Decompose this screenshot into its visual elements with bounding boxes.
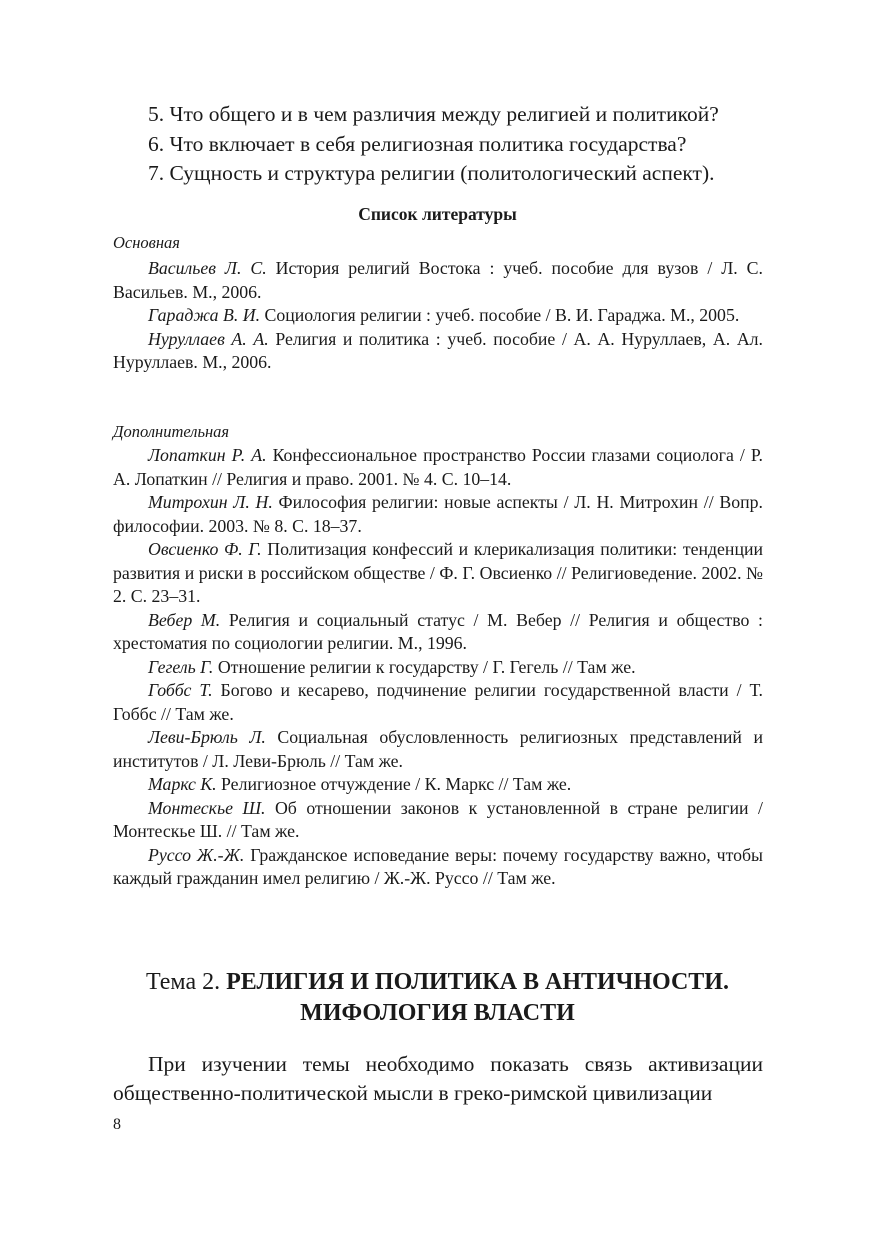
entry-text: Об отношении законов к установленной в стране религии / Монтескье Ш. // Там же. xyxy=(113,797,763,841)
topic-title-line2: МИФОЛОГИЯ ВЛАСТИ xyxy=(300,1000,575,1026)
entry-text: Религия и политика : учеб. пособие / А. А. Нуруллаев, А. Ал. Нуруллаев. М., 2006. xyxy=(113,328,763,372)
entry-author: Леви-Брюль Л. xyxy=(148,727,266,747)
entry-text: История религий Востока : учеб. пособие для вузов / Л. С. Васильев. М., 2006. xyxy=(113,258,763,302)
bibliography-entry xyxy=(113,797,763,844)
bibliography-entry xyxy=(113,609,763,656)
entry-text: Конфессиональное пространство России глазами социолога / Р. А. Лопаткин // Религия и право. 2001. № 4. С. 10–14. xyxy=(113,445,763,489)
entry-text: Отношение религии к государству / Г. Гегель // Там же. xyxy=(213,656,636,677)
entry-text: Социальная обусловленность религиозных представлений и институтов / Л. Леви-Брюль // Там же. xyxy=(113,727,763,771)
entry-author: Овсиенко Ф. Г. xyxy=(148,539,262,559)
entry-author: Руссо Ж.-Ж. xyxy=(148,844,245,865)
entry-author: Гараджа В. И. xyxy=(148,305,261,325)
entry-text: Философия религии: новые аспекты / Л. Н. Митрохин // Вопр. философии. 2003. № 8. С. 18–37. xyxy=(113,492,763,536)
entry-text: Религия и социальный статус / М. Вебер // Религия и общество : хрестоматия по социологии религии. М., 1996. xyxy=(113,609,763,653)
additional-literature-list xyxy=(113,444,763,891)
entry-text: Богово и кесарево, подчинение религии государственной власти / Т. Гоббс // Там же. xyxy=(113,680,763,724)
main-literature-list xyxy=(113,257,763,375)
bibliography-entry xyxy=(113,844,763,891)
bibliography-entry xyxy=(113,444,763,491)
bibliography-entry xyxy=(113,538,763,609)
entry-author: Маркс К. xyxy=(148,774,217,794)
additional-literature-label: Дополнительная xyxy=(113,422,230,441)
entry-text: Гражданское исповедание веры: почему государству важно, чтобы каждый гражданин имел религию / Ж.-Ж. Руссо // Там же. xyxy=(113,844,763,888)
bibliography-entry xyxy=(113,679,763,726)
bibliography-entry xyxy=(113,328,763,375)
entry-author: Вебер М. xyxy=(148,609,221,630)
bibliography-entry xyxy=(113,726,763,773)
question-5: 5. Что общего и в чем различия между религией и политикой? xyxy=(148,102,719,126)
topic-heading xyxy=(0,970,875,994)
entry-author: Монтескье Ш. xyxy=(148,797,266,818)
bibliography-entry xyxy=(113,656,763,680)
bibliography-entry xyxy=(113,257,763,304)
entry-author: Нуруллаев А. А. xyxy=(148,328,269,349)
page-number: 8 xyxy=(113,1116,121,1133)
entry-author: Гоббс Т. xyxy=(148,680,213,700)
bibliography-entry xyxy=(113,773,763,797)
entry-text: Политизация конфессий и клерикализация политики: тенденции развития и риски в российском обществе / Ф. Г. Овсиенко // Религиоведение. 2002. № 2. С. 23–31. xyxy=(113,539,763,606)
entry-author: Митрохин Л. Н. xyxy=(148,492,273,512)
question-6: 6. Что включает в себя религиозная политика государства? xyxy=(148,132,687,156)
entry-author: Васильев Л. С. xyxy=(148,258,267,278)
bibliography-entry xyxy=(113,304,763,328)
entry-author: Лопаткин Р. А. xyxy=(148,445,267,465)
intro-paragraph: При изучении темы необходимо показать связь активизации общественно-политической мысли в греко-римской цивилизации xyxy=(113,1052,763,1105)
literature-title: Список литературы xyxy=(358,204,517,224)
topic-prefix: Тема 2. xyxy=(146,969,227,995)
question-7: 7. Сущность и структура религии (политологический аспект). xyxy=(148,161,715,185)
topic-title-line1: РЕЛИГИЯ И ПОЛИТИКА В АНТИЧНОСТИ. xyxy=(226,969,729,995)
entry-text: Религиозное отчуждение / К. Маркс // Там же. xyxy=(216,774,572,794)
entry-text: Социология религии : учеб. пособие / В. И. Гараджа. М., 2005. xyxy=(260,305,740,325)
main-literature-label: Основная xyxy=(113,233,180,252)
entry-author: Гегель Г. xyxy=(148,656,214,677)
bibliography-entry xyxy=(113,491,763,538)
